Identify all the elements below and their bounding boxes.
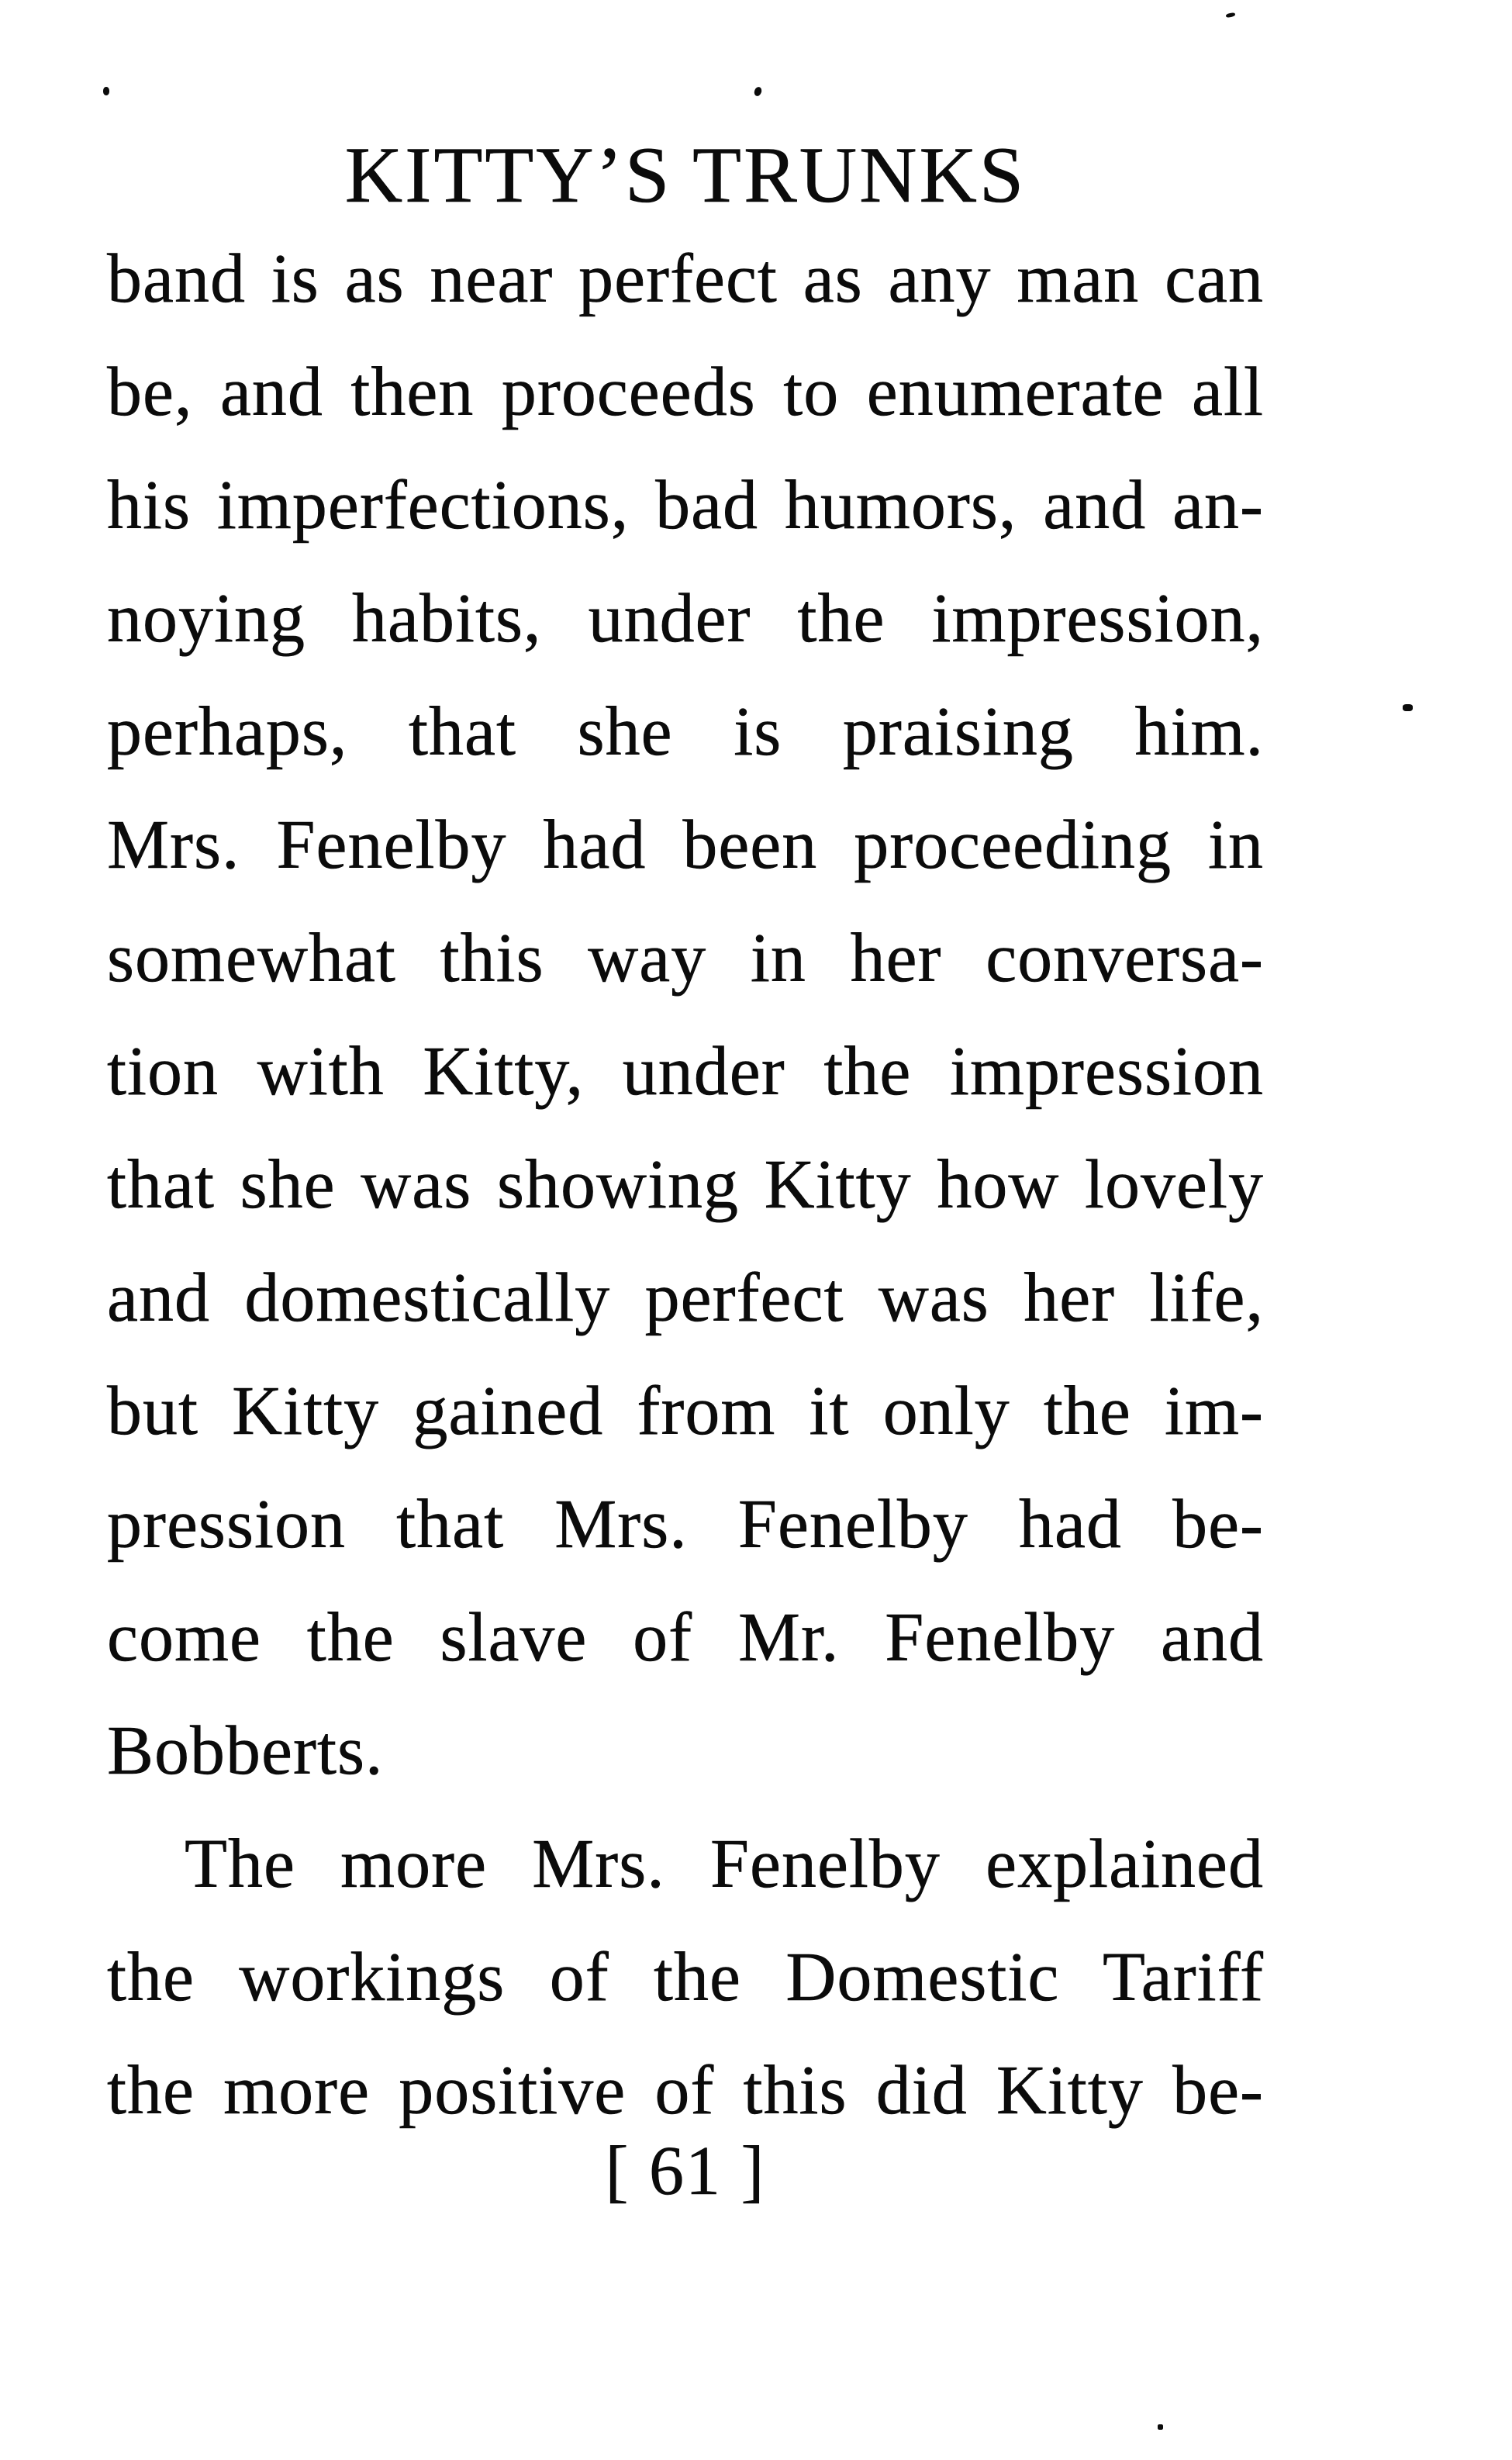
page-number: [ 61 ] (605, 2133, 766, 2210)
text-line: the more positive of this did Kitty be- (107, 2052, 1264, 2129)
text-line: band is as near perfect as any man can (107, 240, 1264, 317)
text-line: perhaps, that she is praising him. (107, 693, 1264, 770)
scan-speck (753, 86, 763, 97)
chapter-title: KITTY’S TRUNKS (344, 131, 1027, 219)
text-line: The more Mrs. Fenelby explained (185, 1826, 1264, 1902)
scan-speck (1226, 12, 1236, 18)
text-line: come the slave of Mr. Fenelby and (107, 1599, 1264, 1676)
text-line: tion with Kitty, under the impression (107, 1033, 1264, 1110)
text-line: noying habits, under the impression, (107, 580, 1264, 657)
text-line: pression that Mrs. Fenelby had be- (107, 1486, 1264, 1563)
scan-speck (1403, 704, 1413, 711)
scan-speck (1158, 2424, 1163, 2430)
scan-speck (103, 87, 109, 95)
text-line: and domestically perfect was her life, (107, 1259, 1264, 1336)
text-line: the workings of the Domestic Tariff (107, 1939, 1264, 2016)
body-text (107, 223, 1264, 2147)
text-line: Mrs. Fenelby had been proceeding in (107, 807, 1264, 883)
text-line: somewhat this way in her conversa- (107, 920, 1264, 997)
text-line: be, and then proceeds to enumerate all (107, 354, 1264, 430)
text-line: that she was showing Kitty how lovely (107, 1146, 1264, 1223)
text-line: his imperfections, bad humors, and an- (107, 467, 1264, 544)
text-line: but Kitty gained from it only the im- (107, 1373, 1264, 1449)
text-line: Bobberts. (107, 1712, 384, 1789)
